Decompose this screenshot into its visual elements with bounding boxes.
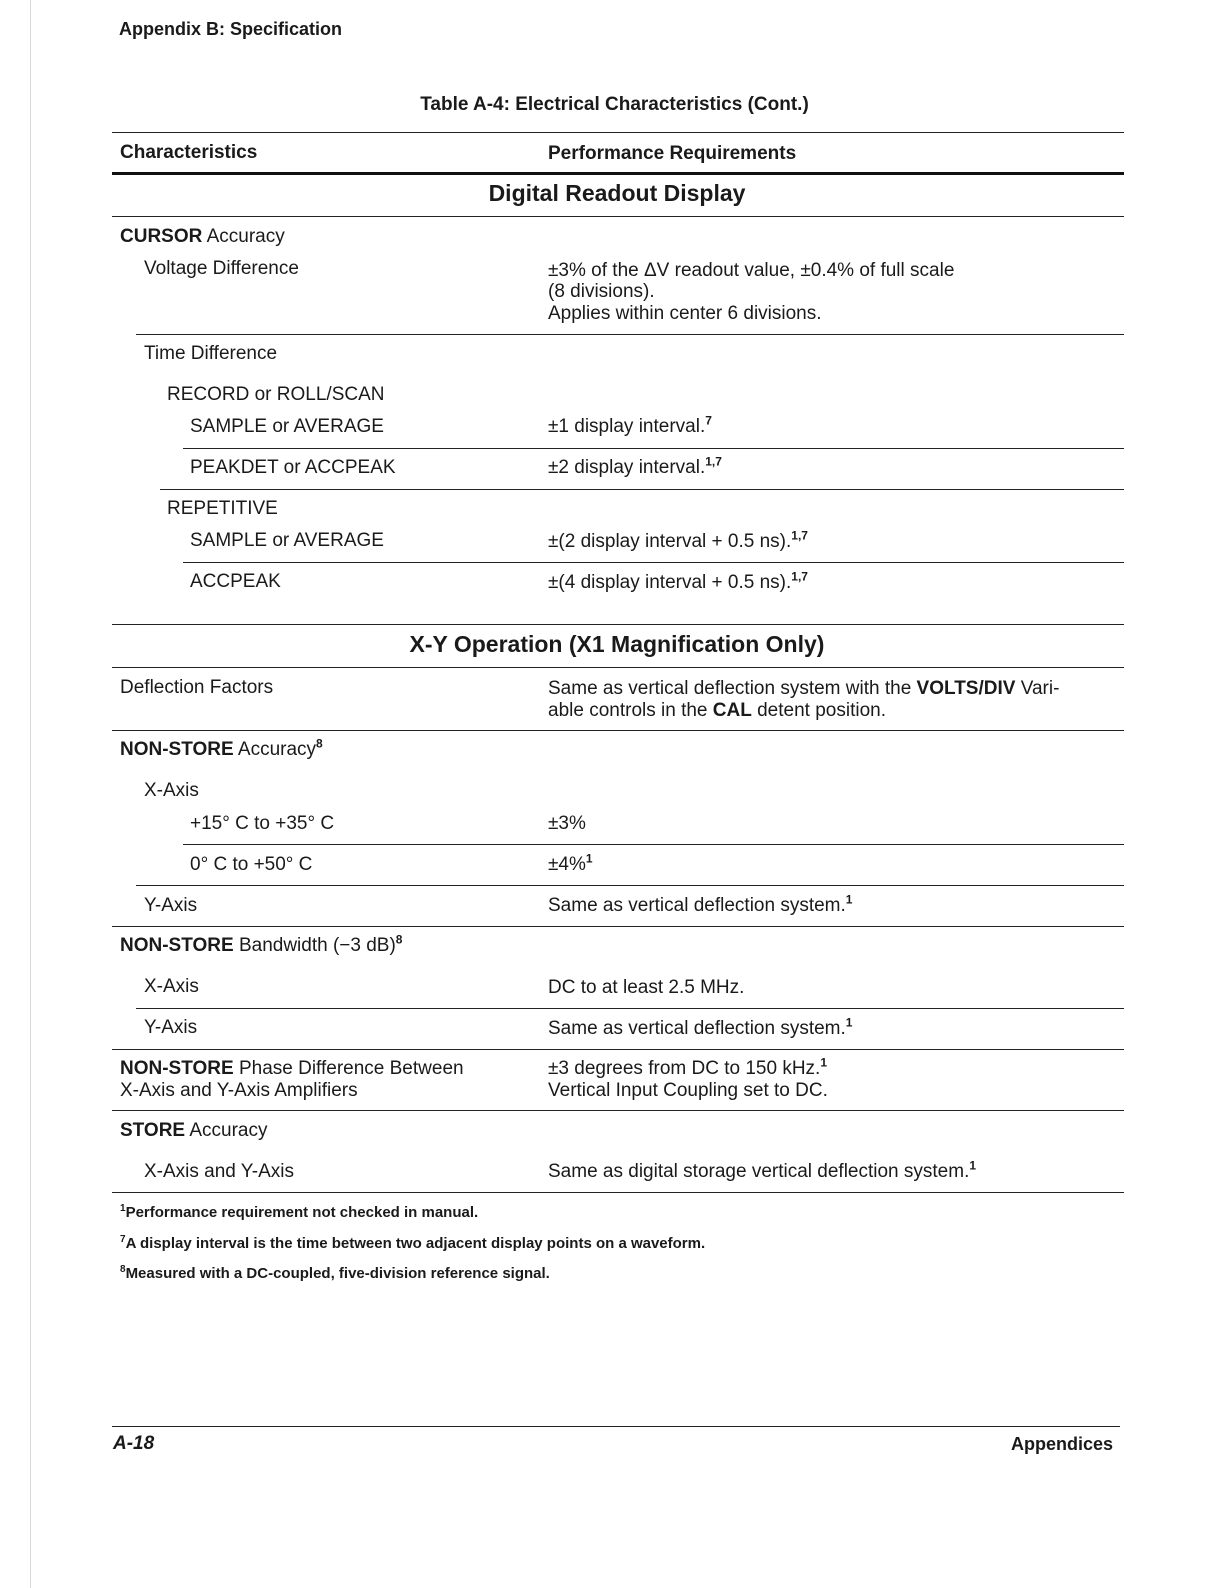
voltage-difference-line3: Applies within center 6 divisions.: [548, 303, 822, 324]
row-rule: [112, 1049, 1124, 1050]
store-xy-label: X-Axis and Y-Axis: [144, 1161, 294, 1182]
row-rule: [183, 448, 1124, 449]
rec-peakdet-accpeak-value: ±2 display interval.$^{1,7}$: [548, 454, 722, 478]
row-rule: [136, 334, 1124, 335]
accuracy-x-0-50-value: ±4%$^1$: [548, 851, 593, 875]
section-title-digital-readout: Digital Readout Display: [488, 180, 746, 206]
rec-peakdet-accpeak-label: PEAKDET or ACCPEAK: [190, 457, 396, 478]
row-rule: [112, 1110, 1124, 1111]
nonstore-accuracy-label: NON-STORE Accuracy$^8$: [120, 736, 323, 760]
row-rule: [183, 844, 1124, 845]
col-header-characteristics: Characteristics: [120, 142, 258, 163]
deflection-factors-line2: able controls in the CAL detent position.: [548, 700, 886, 721]
table-caption: Table A-4: Electrical Characteristics (Cont.): [420, 94, 809, 115]
bandwidth-x-axis-value: DC to at least 2.5 MHz.: [548, 977, 745, 998]
bandwidth-y-axis-label: Y-Axis: [144, 1017, 198, 1038]
section-rule: [112, 624, 1124, 625]
accuracy-y-axis-label: Y-Axis: [144, 895, 198, 916]
footnote-1: $^1$Performance requirement not checked in manual.: [120, 1203, 479, 1221]
footer-rule: [112, 1426, 1120, 1427]
time-difference-label: Time Difference: [144, 343, 278, 364]
bandwidth-y-axis-value: Same as vertical deflection system.$^1$: [548, 1015, 853, 1039]
rep-sample-average-label: SAMPLE or AVERAGE: [190, 530, 384, 551]
voltage-difference-label: Voltage Difference: [144, 258, 299, 279]
rep-accpeak-value: ±(4 display interval + 0.5 ns).$^{1,7}$: [548, 569, 808, 593]
row-rule: [136, 1008, 1124, 1009]
repetitive-label: REPETITIVE: [167, 498, 278, 519]
page-number: A-18: [113, 1433, 155, 1454]
row-rule: [112, 216, 1124, 217]
running-head: Appendix B: Specification: [119, 19, 343, 39]
bandwidth-x-axis-label: X-Axis: [144, 976, 199, 997]
accuracy-y-axis-value: Same as vertical deflection system.$^1$: [548, 892, 853, 916]
accuracy-x-15-35-value: ±3%: [548, 813, 586, 834]
footnote-8: $^8$Measured with a DC-coupled, five-division reference signal.: [120, 1264, 550, 1282]
rec-sample-average-value: ±1 display interval.$^7$: [548, 413, 712, 437]
row-rule: [136, 885, 1124, 886]
table-bottom-rule: [112, 1192, 1124, 1193]
store-xy-value: Same as digital storage vertical deflection system.$^1$: [548, 1158, 977, 1182]
row-rule: [112, 730, 1124, 731]
row-rule: [112, 926, 1124, 927]
deflection-factors-label: Deflection Factors: [120, 677, 274, 698]
rec-sample-average-label: SAMPLE or AVERAGE: [190, 416, 384, 437]
accuracy-x-15-35-label: +15° C to +35° C: [190, 813, 335, 834]
footnote-7: $^7$A display interval is the time between two adjacent display points on a waveform.: [120, 1234, 706, 1252]
nonstore-phase-value-line2: Vertical Input Coupling set to DC.: [548, 1080, 828, 1101]
voltage-difference-line1: ±3% of the ΔV readout value, ±0.4% of full scale: [548, 260, 955, 281]
deflection-factors-line1: Same as vertical deflection system with the VOLTS/DIV Vari-: [548, 678, 1060, 699]
section-title-xy-operation: X-Y Operation (X1 Magnification Only): [409, 631, 825, 657]
cursor-accuracy-label: CURSOR Accuracy: [120, 226, 285, 247]
rep-sample-average-value: ±(2 display interval + 0.5 ns).$^{1,7}$: [548, 528, 808, 552]
nonstore-phase-value-line1: ±3 degrees from DC to 150 kHz.$^1$: [548, 1055, 828, 1079]
footer-section: Appendices: [1010, 1434, 1113, 1454]
header-bottom-rule: [112, 172, 1124, 175]
row-rule: [183, 562, 1124, 563]
accuracy-x-axis-label: X-Axis: [144, 780, 199, 801]
nonstore-bandwidth-label: NON-STORE Bandwidth (−3 dB)$^8$: [120, 932, 403, 956]
store-accuracy-label: STORE Accuracy: [120, 1120, 268, 1141]
row-rule: [160, 489, 1124, 490]
row-rule: [112, 667, 1124, 668]
nonstore-phase-label-line1: NON-STORE Phase Difference Between: [120, 1058, 464, 1079]
col-header-performance: Performance Requirements: [548, 143, 797, 164]
nonstore-phase-label-line2: X-Axis and Y-Axis Amplifiers: [120, 1080, 358, 1101]
scan-edge: [30, 0, 31, 1588]
record-roll-scan-label: RECORD or ROLL/SCAN: [167, 384, 385, 405]
rep-accpeak-label: ACCPEAK: [190, 571, 281, 592]
table-top-rule: [112, 132, 1124, 133]
accuracy-x-0-50-label: 0° C to +50° C: [190, 854, 313, 875]
voltage-difference-line2: (8 divisions).: [548, 281, 655, 302]
